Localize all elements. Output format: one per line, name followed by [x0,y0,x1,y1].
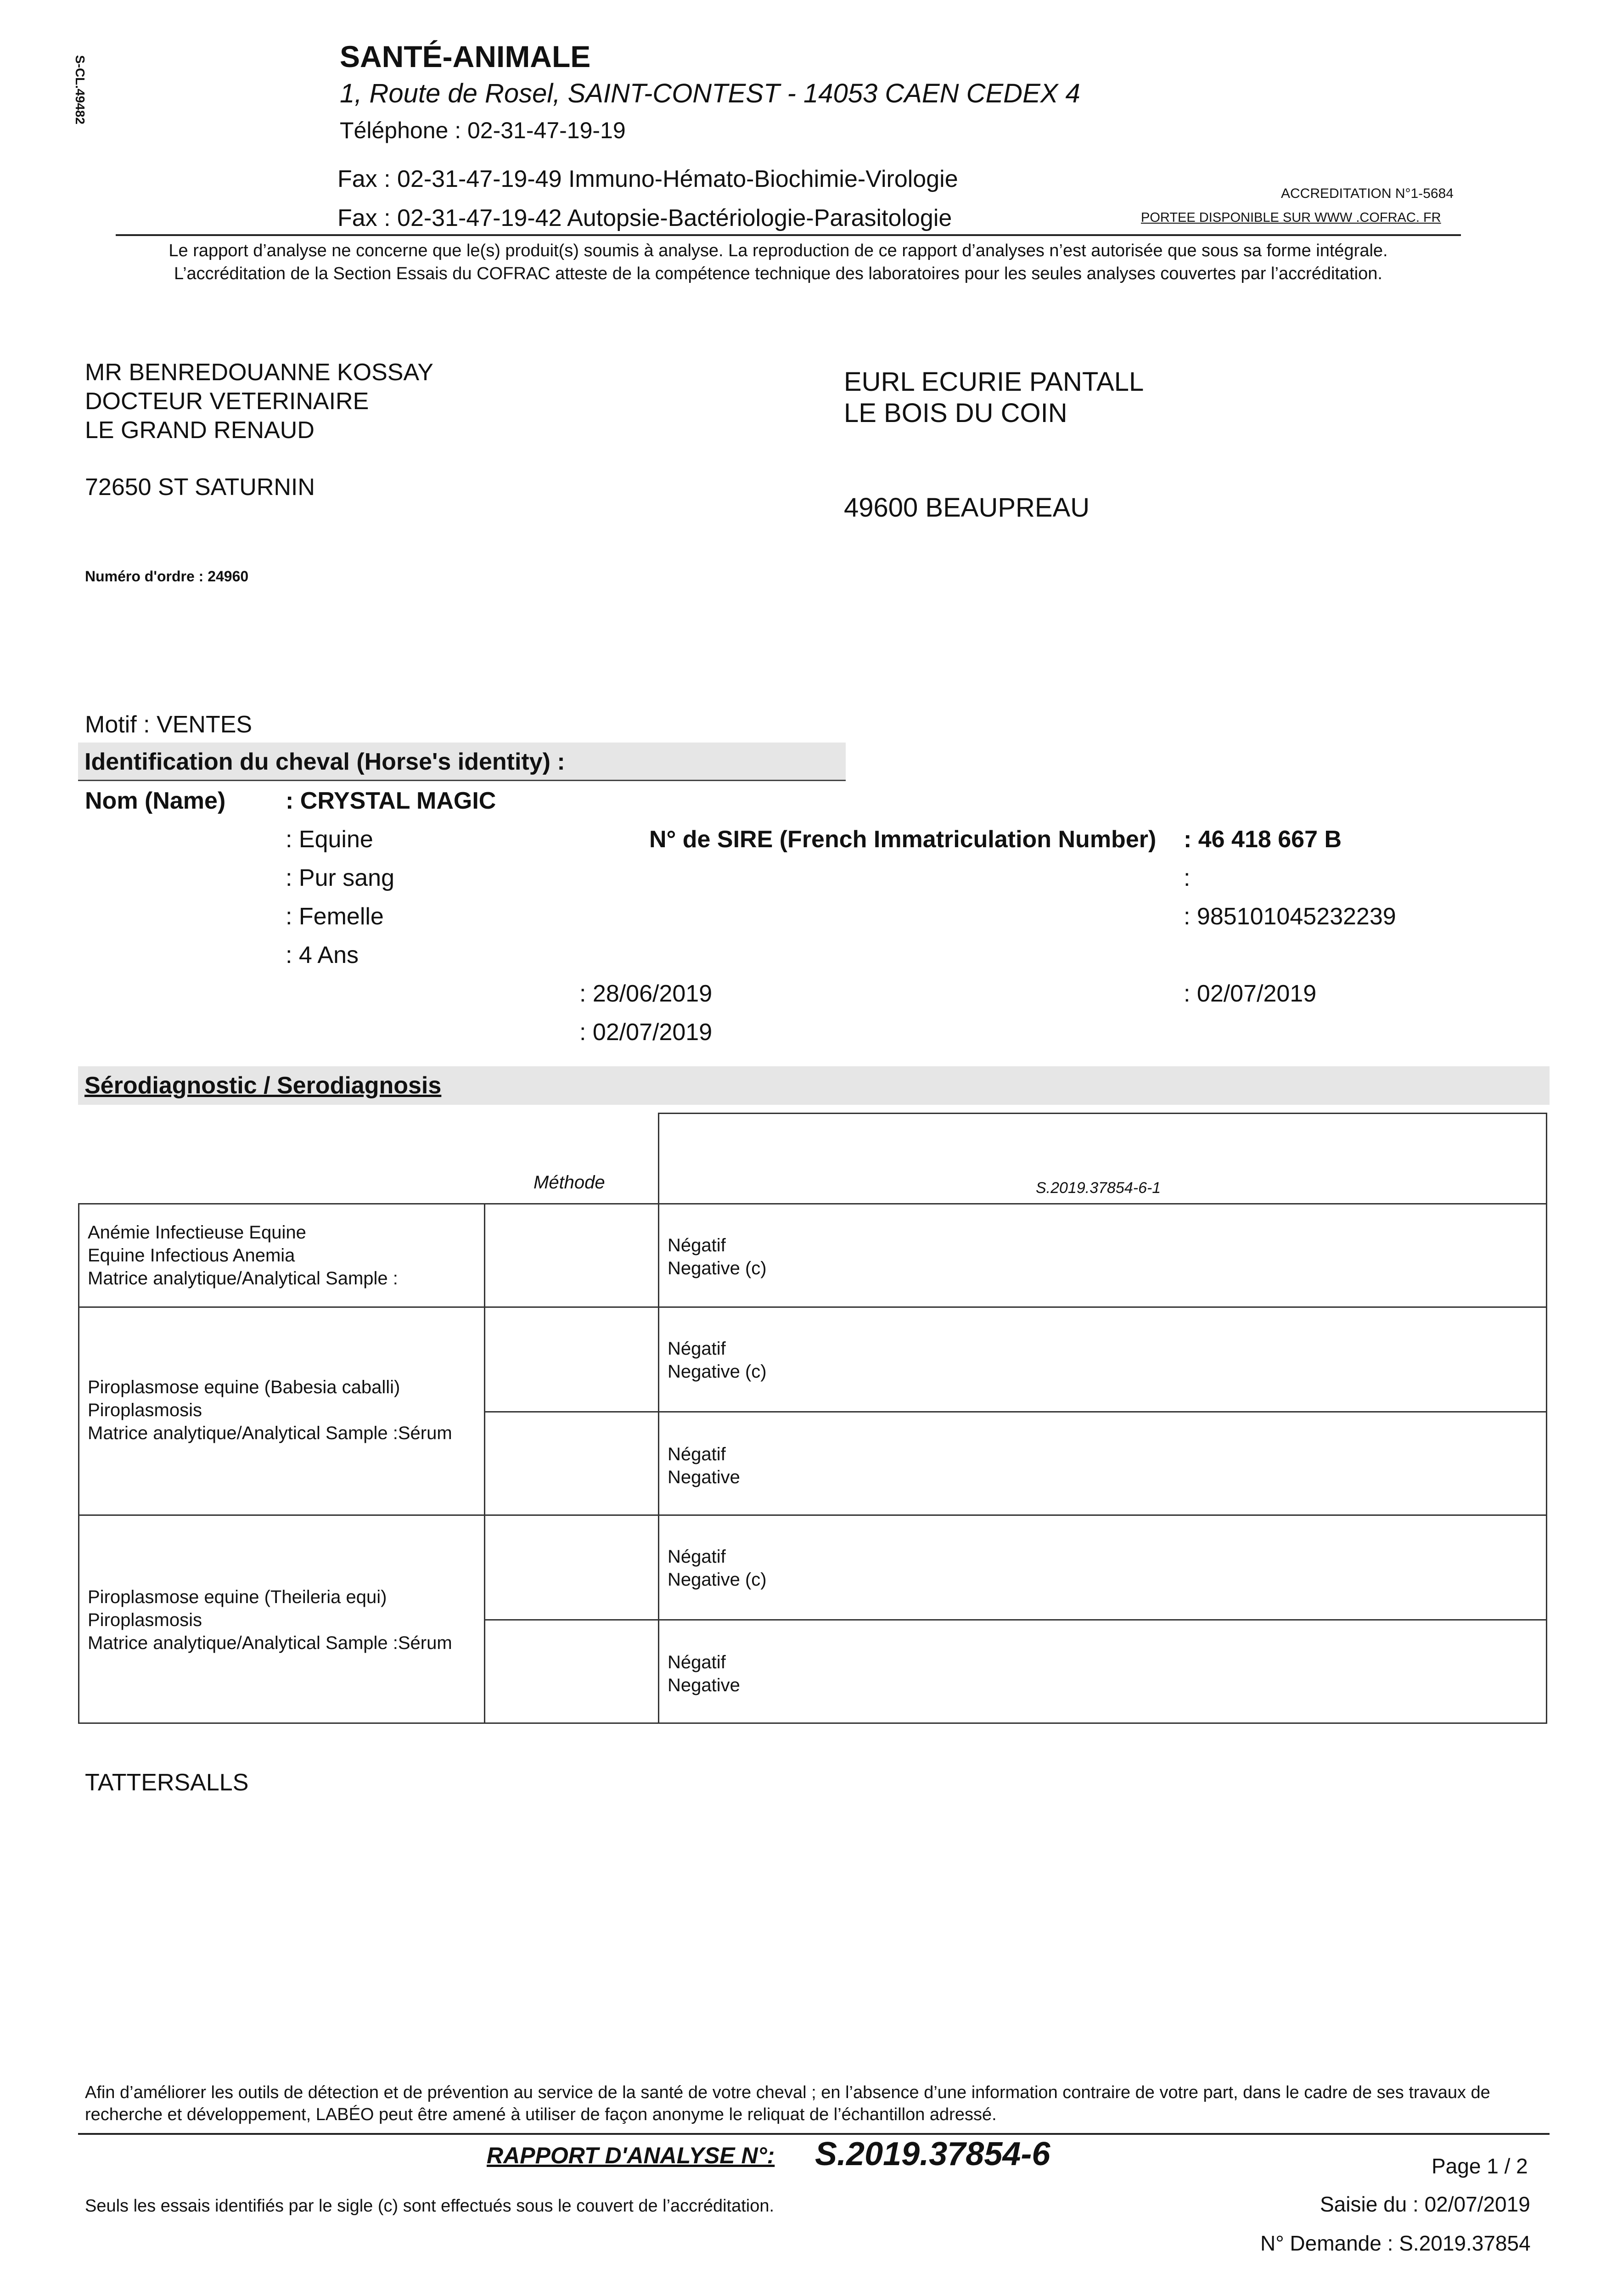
method-cell [484,1514,659,1621]
horse-age: : 4 Ans [286,942,359,968]
test-label-cell-theileria [78,1514,485,1724]
disclaimer-line-1: Le rapport d’analyse ne concerne que le(s) produit(s) soumis à analyse. La reproduction de ce rapport d’analyses n’est autorisée que sous sa forme intégrale. [168,241,1388,260]
serology-title-text: Sérodiagnostic / Serodiagnosis [84,1072,442,1099]
footer-divider [78,2133,1550,2135]
owner-city: 49600 BEAUPREAU [844,493,1090,523]
serology-section-title [78,1066,1550,1105]
transponder-number: : 985101045232239 [1184,903,1396,930]
lab-telephone: Téléphone : 02-31-47-19-19 [340,118,626,143]
test-sample-matrix: Matrice analytique/Analytical Sample :Sérum [88,1633,452,1653]
test-label-cell-babesia [78,1306,485,1516]
document-code: S-CL.49482 [73,55,87,124]
sire-value: : 46 418 667 B [1184,826,1342,853]
report-number: S.2019.37854-6 [815,2136,1050,2172]
result-en: Negative (c) [668,1258,767,1278]
owner-address: LE BOIS DU COIN [844,398,1067,428]
result-en: Negative [668,1467,740,1487]
test-name-fr: Piroplasmose equine (Babesia caballi) [88,1377,400,1397]
vet-city: 72650 ST SATURNIN [85,474,315,501]
test-name-fr: Anémie Infectieuse Equine [88,1222,306,1243]
page-number: Page 1 / 2 [1432,2154,1528,2178]
report-label: RAPPORT D'ANALYSE N°: [487,2143,775,2168]
sample-id: S.2019.37854-6-1 [1036,1179,1161,1197]
result-fr: Négatif [668,1444,726,1464]
lab-fax-2: Fax : 02-31-47-19-42 Autopsie-Bactériologie-Parasitologie [337,205,952,231]
result-fr: Négatif [668,1652,726,1672]
result-en: Negative [668,1675,740,1695]
method-header: Méthode [534,1172,605,1193]
lab-fax-1: Fax : 02-31-47-19-49 Immuno-Hémato-Biochimie-Virologie [337,166,958,192]
method-cell [484,1411,659,1516]
entry-date: Saisie du : 02/07/2019 [1320,2192,1530,2216]
horse-breed: : Pur sang [286,865,395,891]
test-name-en: Piroplasmosis [88,1400,202,1420]
horse-name-label: Nom (Name) [85,788,226,814]
disclaimer-line-2: L’accréditation de la Section Essais du COFRAC atteste de la compétence technique des laboratoires pour les seules analyses couvertes par l’accréditation. [174,264,1382,283]
accreditation-note: Seuls les essais identifiés par le sigle (c) sont effectués sous le couvert de l’accréditation. [85,2196,775,2216]
cofrac-link[interactable]: PORTEE DISPONIBLE SUR WWW .COFRAC. FR [1141,210,1441,225]
date-reception: : 02/07/2019 [579,1019,713,1046]
date-analysis: : 02/07/2019 [1184,980,1317,1007]
result-fr: Négatif [668,1339,726,1359]
accreditation-number: ACCREDITATION N°1-5684 [1281,186,1454,201]
method-cell [484,1619,659,1724]
result-en: Negative (c) [668,1362,767,1382]
sample-header-cell [658,1113,1547,1204]
method-cell [484,1203,659,1308]
vet-address: LE GRAND RENAUD [85,417,314,444]
result-cell [658,1411,1547,1516]
test-name-fr: Piroplasmose equine (Theileria equi) [88,1587,387,1607]
result-cell [658,1306,1547,1412]
horse-sex: : Femelle [286,903,384,930]
result-fr: Négatif [668,1547,726,1567]
result-cell [658,1203,1547,1308]
horse-species: : Equine [286,826,373,853]
remark: TATTERSALLS [85,1769,249,1796]
header-divider [116,234,1461,236]
lab-name: SANTÉ-ANIMALE [340,39,591,73]
request-number: N° Demande : S.2019.37854 [1260,2231,1531,2255]
result-fr: Négatif [668,1235,726,1255]
result-cell [658,1619,1547,1724]
footer-note: Afin d’améliorer les outils de détection et de prévention au service de la santé de votre cheval ; en l’absence d’une information contraire de votre part, dans le cadre de ses travaux de recherche et développement, LABÉO peut être amené à utiliser de façon anonyme le reliquat de l’échantillon adressé. [85,2083,1490,2124]
result-cell [658,1514,1547,1621]
result-en: Negative (c) [668,1570,767,1590]
owner-name: EURL ECURIE PANTALL [844,367,1144,397]
identification-section-title: Identification du cheval (Horse's identity) : [78,743,846,781]
lab-address: 1, Route de Rosel, SAINT-CONTEST - 14053 CAEN CEDEX 4 [340,79,1080,108]
empty-field-value: : [1184,865,1191,891]
order-number: Numéro d'ordre : 24960 [85,568,249,585]
vet-name: MR BENREDOUANNE KOSSAY [85,359,433,386]
test-sample-matrix: Matrice analytique/Analytical Sample : [88,1268,398,1289]
method-cell [484,1306,659,1412]
test-name-en: Equine Infectious Anemia [88,1245,295,1266]
vet-title: DOCTEUR VETERINAIRE [85,388,369,415]
test-label-cell-eia [78,1203,485,1308]
sire-label: N° de SIRE (French Immatriculation Number) [649,826,1157,853]
horse-name-value: : CRYSTAL MAGIC [286,788,496,814]
test-sample-matrix: Matrice analytique/Analytical Sample :Sérum [88,1423,452,1443]
date-sampling: : 28/06/2019 [579,980,713,1007]
motif: Motif : VENTES [85,711,253,738]
test-name-en: Piroplasmosis [88,1610,202,1630]
